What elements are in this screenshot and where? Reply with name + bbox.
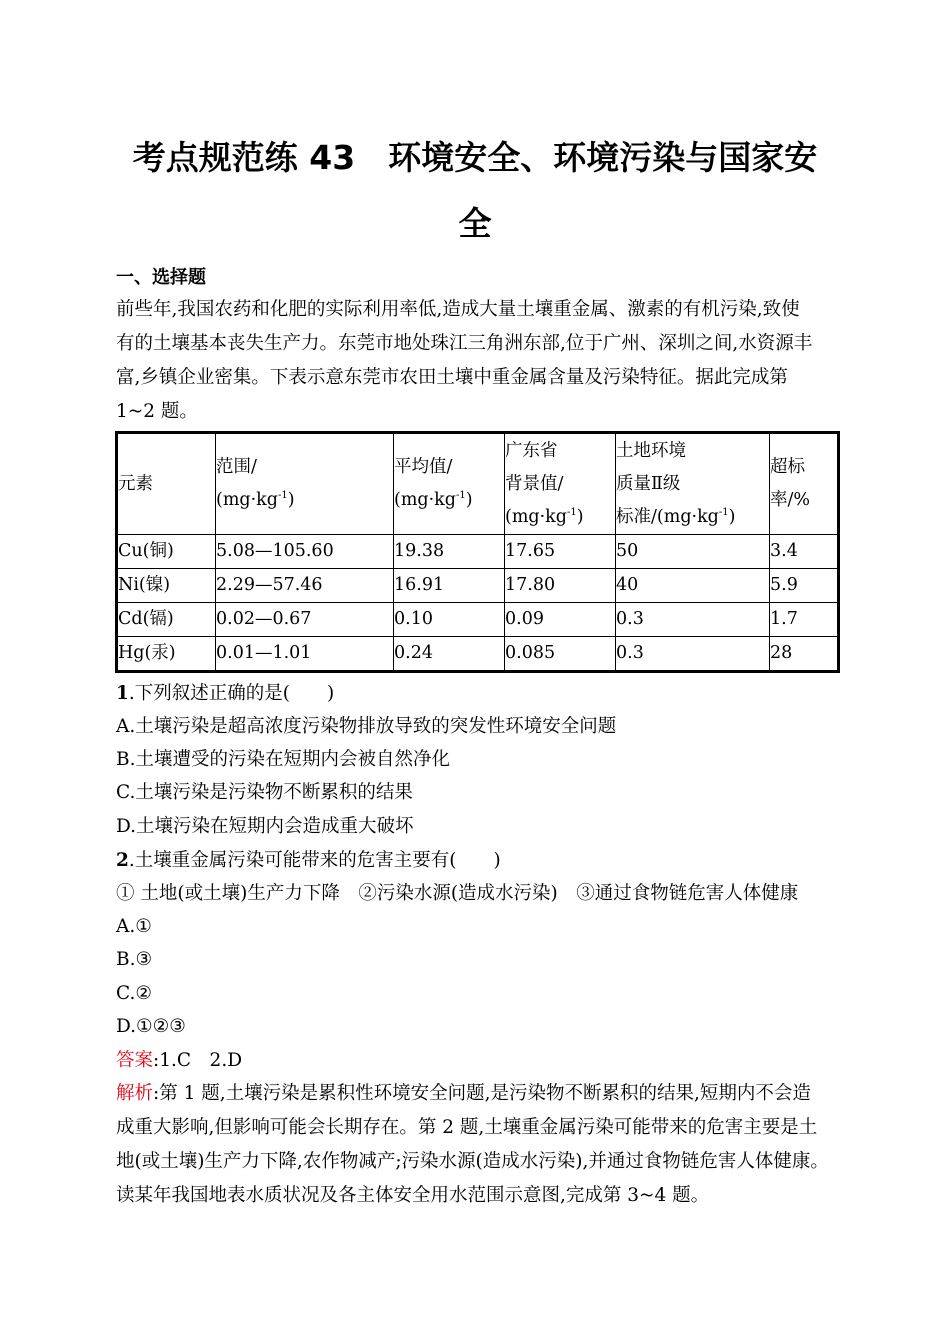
cell-standard: 0.3 — [616, 637, 770, 672]
q2-option-c: C.② — [116, 983, 152, 1004]
cell-element: Cd(镉) — [117, 603, 216, 637]
section-heading: 一、选择题 — [116, 267, 206, 288]
cell-background: 0.09 — [505, 603, 616, 637]
question-1-stem: 1.下列叙述正确的是( ) — [116, 683, 335, 704]
next-question-intro: 读某年我国地表水质状况及各主体安全用水范围示意图,完成第 3~4 题。 — [116, 1185, 710, 1206]
intro-line-1: 前些年,我国农药和化肥的实际利用率低,造成大量土壤重金属、激素的有机污染,致使 — [116, 299, 800, 320]
header-rate: 超标 率/% — [770, 433, 839, 535]
cell-rate: 1.7 — [770, 603, 839, 637]
explanation-line-1: 解析:第 1 题,土壤污染是累积性环境安全问题,是污染物不断累积的结果,短期内不会造 — [116, 1083, 811, 1104]
cell-range: 0.01—1.01 — [216, 637, 394, 672]
cell-range: 0.02—0.67 — [216, 603, 394, 637]
page-title: 考点规范练 43 环境安全、环境污染与国家安 — [132, 138, 818, 177]
cell-standard: 50 — [616, 535, 770, 569]
cell-element: Ni(镍) — [117, 569, 216, 603]
cell-standard: 0.3 — [616, 603, 770, 637]
cell-rate: 3.4 — [770, 535, 839, 569]
q1-option-d: D.土壤污染在短期内会造成重大破坏 — [116, 816, 414, 837]
question-2-stem: 2.土壤重金属污染可能带来的危害主要有( ) — [116, 850, 501, 871]
cell-background: 17.80 — [505, 569, 616, 603]
q1-option-a: A.土壤污染是超高浓度污染物排放导致的突发性环境安全问题 — [116, 716, 617, 737]
q1-option-b: B.土壤遭受的污染在短期内会被自然净化 — [116, 749, 450, 770]
cell-element: Cu(铜) — [117, 535, 216, 569]
header-range: 范围/ $(mg\cdot kg^{-1})$ — [216, 433, 394, 535]
header-standard: 土地环境 质量Ⅱ级 标准$/(mg\cdot kg^{-1})$ — [616, 433, 770, 535]
explanation-line-2: 成重大影响,但影响可能会长期存在。第 2 题,土壤重金属污染可能带来的危害主要是土 — [116, 1117, 818, 1138]
cell-background: 0.085 — [505, 637, 616, 672]
table-row — [117, 569, 839, 603]
cell-standard: 40 — [616, 569, 770, 603]
q2-option-b: B.③ — [116, 949, 153, 970]
cell-range: 2.29—57.46 — [216, 569, 394, 603]
table-row — [117, 637, 839, 672]
cell-mean: 19.38 — [394, 535, 505, 569]
q1-option-c: C.土壤污染是污染物不断累积的结果 — [116, 782, 413, 803]
heavy-metal-table — [115, 431, 840, 673]
cell-mean: 16.91 — [394, 569, 505, 603]
q2-option-d: D.①②③ — [116, 1016, 186, 1037]
cell-mean: 0.24 — [394, 637, 505, 672]
answer-line: 答案:1.C 2.D — [116, 1050, 243, 1071]
page-title-continued: 全 — [458, 204, 492, 243]
explanation-line-3: 地(或土壤)生产力下降,农作物减产;污染水源(造成水污染),并通过食物链危害人体健康。 — [116, 1151, 829, 1172]
table-header-row — [117, 433, 839, 535]
cell-element: Hg(汞) — [117, 637, 216, 672]
table-row — [117, 603, 839, 637]
cell-rate: 28 — [770, 637, 839, 672]
intro-line-3: 富,乡镇企业密集。下表示意东莞市农田土壤中重金属含量及污染特征。据此完成第 — [116, 367, 788, 388]
intro-line-2: 有的土壤基本丧失生产力。东莞市地处珠江三角洲东部,位于广州、深圳之间,水资源丰 — [116, 333, 813, 354]
answer-label: 答案 — [116, 1050, 154, 1071]
intro-line-4: 1~2 题。 — [116, 401, 198, 422]
q2-items: ① 土地(或土壤)生产力下降 ②污染水源(造成水污染) ③通过食物链危害人体健康 — [116, 883, 799, 904]
cell-rate: 5.9 — [770, 569, 839, 603]
table-row — [117, 535, 839, 569]
q2-option-a: A.① — [116, 916, 152, 937]
explanation-label: 解析 — [116, 1083, 154, 1104]
cell-mean: 0.10 — [394, 603, 505, 637]
header-mean: 平均值/ $(mg\cdot kg^{-1})$ — [394, 433, 505, 535]
header-element: 元素 — [117, 433, 216, 535]
cell-range: 5.08—105.60 — [216, 535, 394, 569]
header-background: 广东省 背景值/ $(mg\cdot kg^{-1})$ — [505, 433, 616, 535]
cell-background: 17.65 — [505, 535, 616, 569]
